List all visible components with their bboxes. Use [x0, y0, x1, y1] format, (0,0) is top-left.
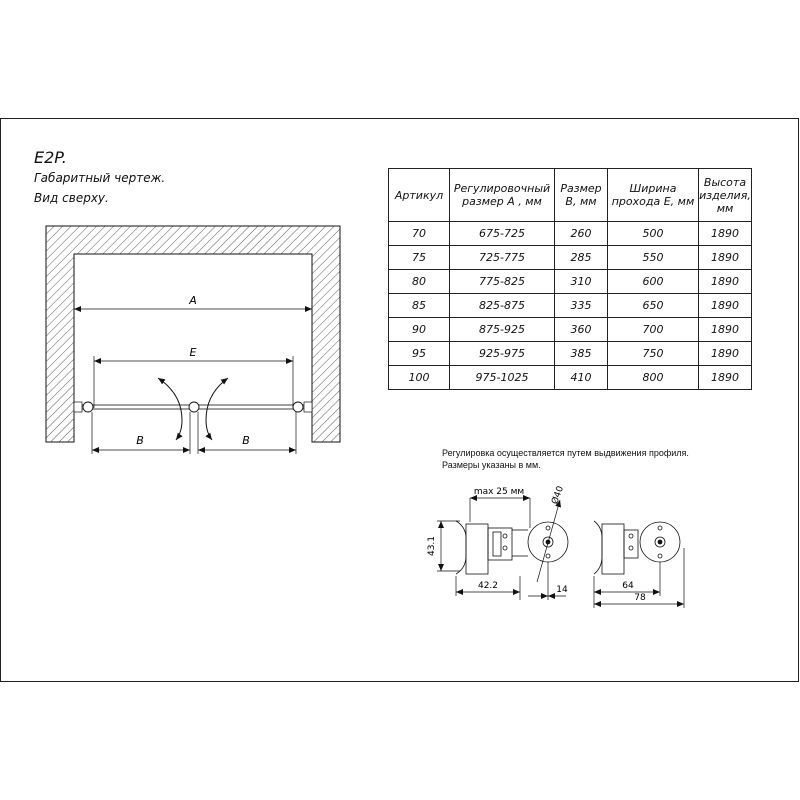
table-cell: 100 — [389, 366, 450, 390]
header-size-b: Размер В, мм — [555, 169, 608, 222]
table-cell: 875-925 — [450, 318, 555, 342]
table-cell: 1890 — [699, 318, 752, 342]
dim-width2: 64 — [622, 581, 634, 591]
table-cell: 800 — [608, 366, 699, 390]
table-cell: 600 — [608, 270, 699, 294]
label-b-left: B — [136, 434, 144, 447]
table-cell: 310 — [555, 270, 608, 294]
header-adjust-a: Регулировочный размер А , мм — [450, 169, 555, 222]
header-height: Высота изделия, мм — [699, 169, 752, 222]
dim-width3: 78 — [634, 593, 646, 603]
drawing-code: E2P. — [34, 148, 67, 167]
table-cell: 90 — [389, 318, 450, 342]
table-cell: 285 — [555, 246, 608, 270]
dim-height: 43.1 — [427, 535, 437, 557]
note-adjust: Регулировка осуществляется путем выдвижения профиля. — [442, 448, 689, 458]
drawing-view: Вид сверху. — [34, 191, 109, 205]
table-cell: 1890 — [699, 366, 752, 390]
table-cell: 95 — [389, 342, 450, 366]
dim-gap: 14 — [556, 585, 568, 595]
dim-width1: 42.2 — [477, 581, 499, 591]
table-cell: 550 — [608, 246, 699, 270]
profile-detail-right — [594, 521, 680, 574]
table-cell: 725-775 — [450, 246, 555, 270]
table-cell: 500 — [608, 222, 699, 246]
table-cell: 1890 — [699, 222, 752, 246]
table-cell: 385 — [555, 342, 608, 366]
table-cell: 80 — [389, 270, 450, 294]
table-cell: 1890 — [699, 294, 752, 318]
dim-max: max 25 мм — [473, 487, 525, 497]
dim-diameter: Ø40 — [550, 484, 566, 506]
table-cell: 675-725 — [450, 222, 555, 246]
table-cell: 700 — [608, 318, 699, 342]
label-a: A — [189, 294, 197, 307]
table-cell: 335 — [555, 294, 608, 318]
table-cell: 650 — [608, 294, 699, 318]
table-cell: 1890 — [699, 342, 752, 366]
table-cell: 410 — [555, 366, 608, 390]
header-width-e: Ширина прохода Е, мм — [608, 169, 699, 222]
label-e: E — [189, 346, 197, 359]
table-cell: 70 — [389, 222, 450, 246]
label-b-right: B — [242, 434, 250, 447]
table-cell: 75 — [389, 246, 450, 270]
table-cell: 775-825 — [450, 270, 555, 294]
dimension-b — [92, 412, 296, 454]
table-cell: 1890 — [699, 246, 752, 270]
table-cell: 360 — [555, 318, 608, 342]
table-cell: 1890 — [699, 270, 752, 294]
table-cell: 925-975 — [450, 342, 555, 366]
note-units: Размеры указаны в мм. — [442, 460, 541, 470]
table-cell: 750 — [608, 342, 699, 366]
table-cell: 260 — [555, 222, 608, 246]
table-cell: 85 — [389, 294, 450, 318]
profile-detail-left — [456, 521, 568, 574]
dimension-e — [94, 346, 293, 408]
door-panels — [74, 402, 312, 412]
dimension-a — [74, 294, 312, 309]
table-cell: 975-1025 — [450, 366, 555, 390]
drawing-subtitle: Габаритный чертеж. — [34, 171, 166, 185]
header-article: Артикул — [389, 169, 450, 222]
table-cell: 825-875 — [450, 294, 555, 318]
